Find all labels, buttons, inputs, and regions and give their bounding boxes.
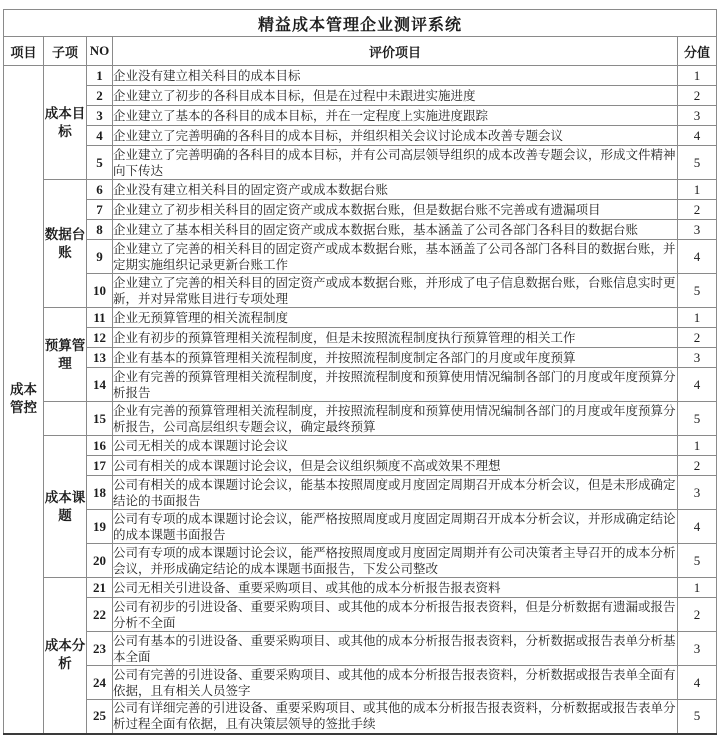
table-row	[4, 368, 717, 402]
cell-score: 3	[678, 348, 717, 368]
table-row	[4, 700, 717, 734]
cell-no: 2	[87, 86, 113, 106]
cell-criteria: 企业建立了初步的各科目成本目标，但是在过程中未跟进实施进度	[113, 86, 678, 106]
cell-score: 2	[678, 86, 717, 106]
table-row	[4, 274, 717, 308]
table-row	[4, 578, 717, 598]
cell-score: 1	[678, 66, 717, 86]
cell-criteria: 企业建立了完善的相关科目的固定资产或成本数据台账，基本涵盖了公司各部门各科目的数据台账，并定期实施组织记录更新台账工作	[113, 241, 676, 272]
cell-score: 2	[678, 598, 717, 632]
cell-no: 7	[87, 200, 113, 220]
title-row	[4, 10, 717, 37]
cell-no: 6	[87, 180, 113, 200]
table-row	[4, 348, 717, 368]
cell-criteria: 企业建立了基本的各科目的成本目标，并在一定程度上实施进度跟踪	[113, 106, 678, 126]
cell-criteria: 公司有初步的引进设备、重要采购项目、或其他的成本分析报告报表资料，但是分析数据有遗漏或报告分析不全面	[113, 599, 676, 630]
cell-criteria: 企业有完善的预算管理相关流程制度，并按照流程制度和预算使用情况编制各部门的月度或年度预算分析报告，公司高层组织专题会议，确定最终预算	[113, 403, 676, 434]
table-row	[4, 666, 717, 700]
table-row	[4, 436, 717, 456]
cell-no: 19	[87, 510, 113, 544]
cell-score: 4	[678, 240, 717, 274]
cell-score: 4	[678, 368, 717, 402]
cell-no: 20	[87, 544, 113, 578]
cell-criteria: 公司有相关的成本课题讨论会议，能基本按照周度或月度固定周期召开成本分析会议，但是未形成确定结论的书面报告	[113, 477, 676, 508]
cell-criteria: 公司有专项的成本课题讨论会议，能严格按照周度或月度固定周期并有公司决策者主导召开的成本分析会议，并形成确定结论的成本课题书面报告，下发公司整改	[113, 545, 676, 576]
cell-no: 13	[87, 348, 113, 368]
cell-no: 3	[87, 106, 113, 126]
cell-criteria: 企业建立了完善明确的各科目的成本目标，并组织相关会议讨论成本改善专题会议	[113, 126, 678, 146]
cell-criteria: 公司有完善的引进设备、重要采购项目、或其他的成本分析报告报表资料，分析数据或报告表单全面有依据，且有相关人员签字	[113, 667, 676, 698]
cell-score: 2	[678, 200, 717, 220]
table-row	[4, 308, 717, 328]
cell-score: 3	[678, 106, 717, 126]
table-row	[4, 126, 717, 146]
cell-criteria: 公司有基本的引进设备、重要采购项目、或其他的成本分析报告报表资料，分析数据或报告表单分析基本全面	[113, 633, 676, 664]
cell-no: 1	[87, 66, 113, 86]
cell-no: 21	[87, 578, 113, 598]
cell-subitem: 成本分析	[44, 578, 87, 734]
cell-score: 1	[678, 308, 717, 328]
cell-criteria: 企业建立了完善明确的各科目的成本目标，并有公司高层领导组织的成本改善专题会议，形成文件精神向下传达	[113, 147, 676, 178]
cell-score: 4	[678, 666, 717, 700]
cell-score: 3	[678, 632, 717, 666]
cell-criteria: 企业有初步的预算管理相关流程制度，但是未按照流程制度执行预算管理的相关工作	[113, 328, 678, 348]
cell-criteria: 公司无相关引进设备、重要采购项目、或其他的成本分析报告报表资料	[113, 578, 678, 598]
cell-subitem: 预算管理	[44, 308, 87, 402]
cell-score: 3	[678, 476, 717, 510]
cell-criteria: 企业有完善的预算管理相关流程制度，并按照流程制度和预算使用情况编制各部门的月度或年度预算分析报告	[113, 369, 676, 400]
assessment-table	[3, 9, 717, 735]
cell-score: 1	[678, 180, 717, 200]
cell-score: 4	[678, 126, 717, 146]
cell-criteria: 公司有专项的成本课题讨论会议，能严格按照周度或月度固定周期召开成本分析会议，并形成确定结论的成本课题书面报告	[113, 511, 676, 542]
table-row	[4, 402, 717, 436]
cell-criteria: 企业建立了初步相关科目的固定资产或成本数据台账，但是数据台账不完善或有遗漏项目	[113, 200, 678, 220]
cell-score: 5	[678, 544, 717, 578]
table-row	[4, 328, 717, 348]
table-row	[4, 200, 717, 220]
cell-no: 14	[87, 368, 113, 402]
table-row	[4, 510, 717, 544]
cell-score: 5	[678, 700, 717, 734]
cell-score: 1	[678, 436, 717, 456]
table-row	[4, 86, 717, 106]
col-header-subitem: 子项	[44, 37, 87, 66]
table-row	[4, 456, 717, 476]
cell-criteria: 企业没有建立相关科目的成本目标	[113, 66, 678, 86]
cell-score: 4	[678, 510, 717, 544]
cell-criteria: 公司无相关的成本课题讨论会议	[113, 436, 678, 456]
table-row	[4, 146, 717, 180]
table-title: 精益成本管理企业测评系统	[4, 10, 717, 37]
cell-no: 22	[87, 598, 113, 632]
cell-no: 11	[87, 308, 113, 328]
page	[0, 9, 720, 755]
cell-criteria: 企业建立了完善的相关科目的固定资产或成本数据台账，并形成了电子信息数据台账，台账信息实时更新，并对异常账目进行专项处理	[113, 275, 676, 306]
table-row	[4, 66, 717, 86]
cell-score: 2	[678, 328, 717, 348]
header-row	[4, 37, 717, 66]
cell-no: 9	[87, 240, 113, 274]
cell-no: 25	[87, 700, 113, 734]
cell-subitem: 成本课题	[44, 436, 87, 578]
cell-no: 18	[87, 476, 113, 510]
cell-no: 17	[87, 456, 113, 476]
cell-criteria: 公司有详细完善的引进设备、重要采购项目、或其他的成本分析报告报表资料，分析数据或报告表单分析过程全面有依据，且有决策层领导的签批手续	[113, 700, 678, 734]
col-header-score: 分值	[678, 37, 717, 66]
cell-subitem: 成本目标	[44, 66, 87, 180]
table-row	[4, 220, 717, 240]
col-header-criteria: 评价项目	[113, 37, 678, 66]
cell-criteria: 企业无预算管理的相关流程制度	[113, 308, 678, 328]
cell-score: 5	[678, 274, 717, 308]
cell-score: 1	[678, 578, 717, 598]
cell-subitem	[44, 402, 87, 436]
cell-no: 10	[87, 274, 113, 308]
cell-no: 15	[87, 402, 113, 436]
cell-project: 成本管控	[4, 66, 44, 734]
cell-criteria: 企业没有建立相关科目的固定资产或成本数据台账	[113, 180, 678, 200]
table-row	[4, 598, 717, 632]
cell-score: 2	[678, 456, 717, 476]
cell-no: 8	[87, 220, 113, 240]
cell-no: 12	[87, 328, 113, 348]
cell-criteria: 公司有相关的成本课题讨论会议，但是会议组织频度不高或效果不理想	[113, 456, 678, 476]
col-header-no: NO	[87, 37, 113, 66]
cell-no: 16	[87, 436, 113, 456]
cell-score: 5	[678, 146, 717, 180]
cell-subitem: 数据台账	[44, 180, 87, 308]
col-header-project: 项目	[4, 37, 44, 66]
cell-no: 24	[87, 666, 113, 700]
cell-no: 4	[87, 126, 113, 146]
cell-criteria: 企业建立了基本相关科目的固定资产或成本数据台账，基本涵盖了公司各部门各科目的数据台账	[113, 220, 678, 240]
cell-criteria: 企业有基本的预算管理相关流程制度，并按照流程制度制定各部门的月度或年度预算	[113, 348, 678, 368]
table-row	[4, 476, 717, 510]
table-row	[4, 106, 717, 126]
table-row	[4, 632, 717, 666]
table-row	[4, 180, 717, 200]
cell-no: 23	[87, 632, 113, 666]
cell-score: 3	[678, 220, 717, 240]
table-row	[4, 544, 717, 578]
table-row	[4, 240, 717, 274]
cell-score: 5	[678, 402, 717, 436]
cell-no: 5	[87, 146, 113, 180]
